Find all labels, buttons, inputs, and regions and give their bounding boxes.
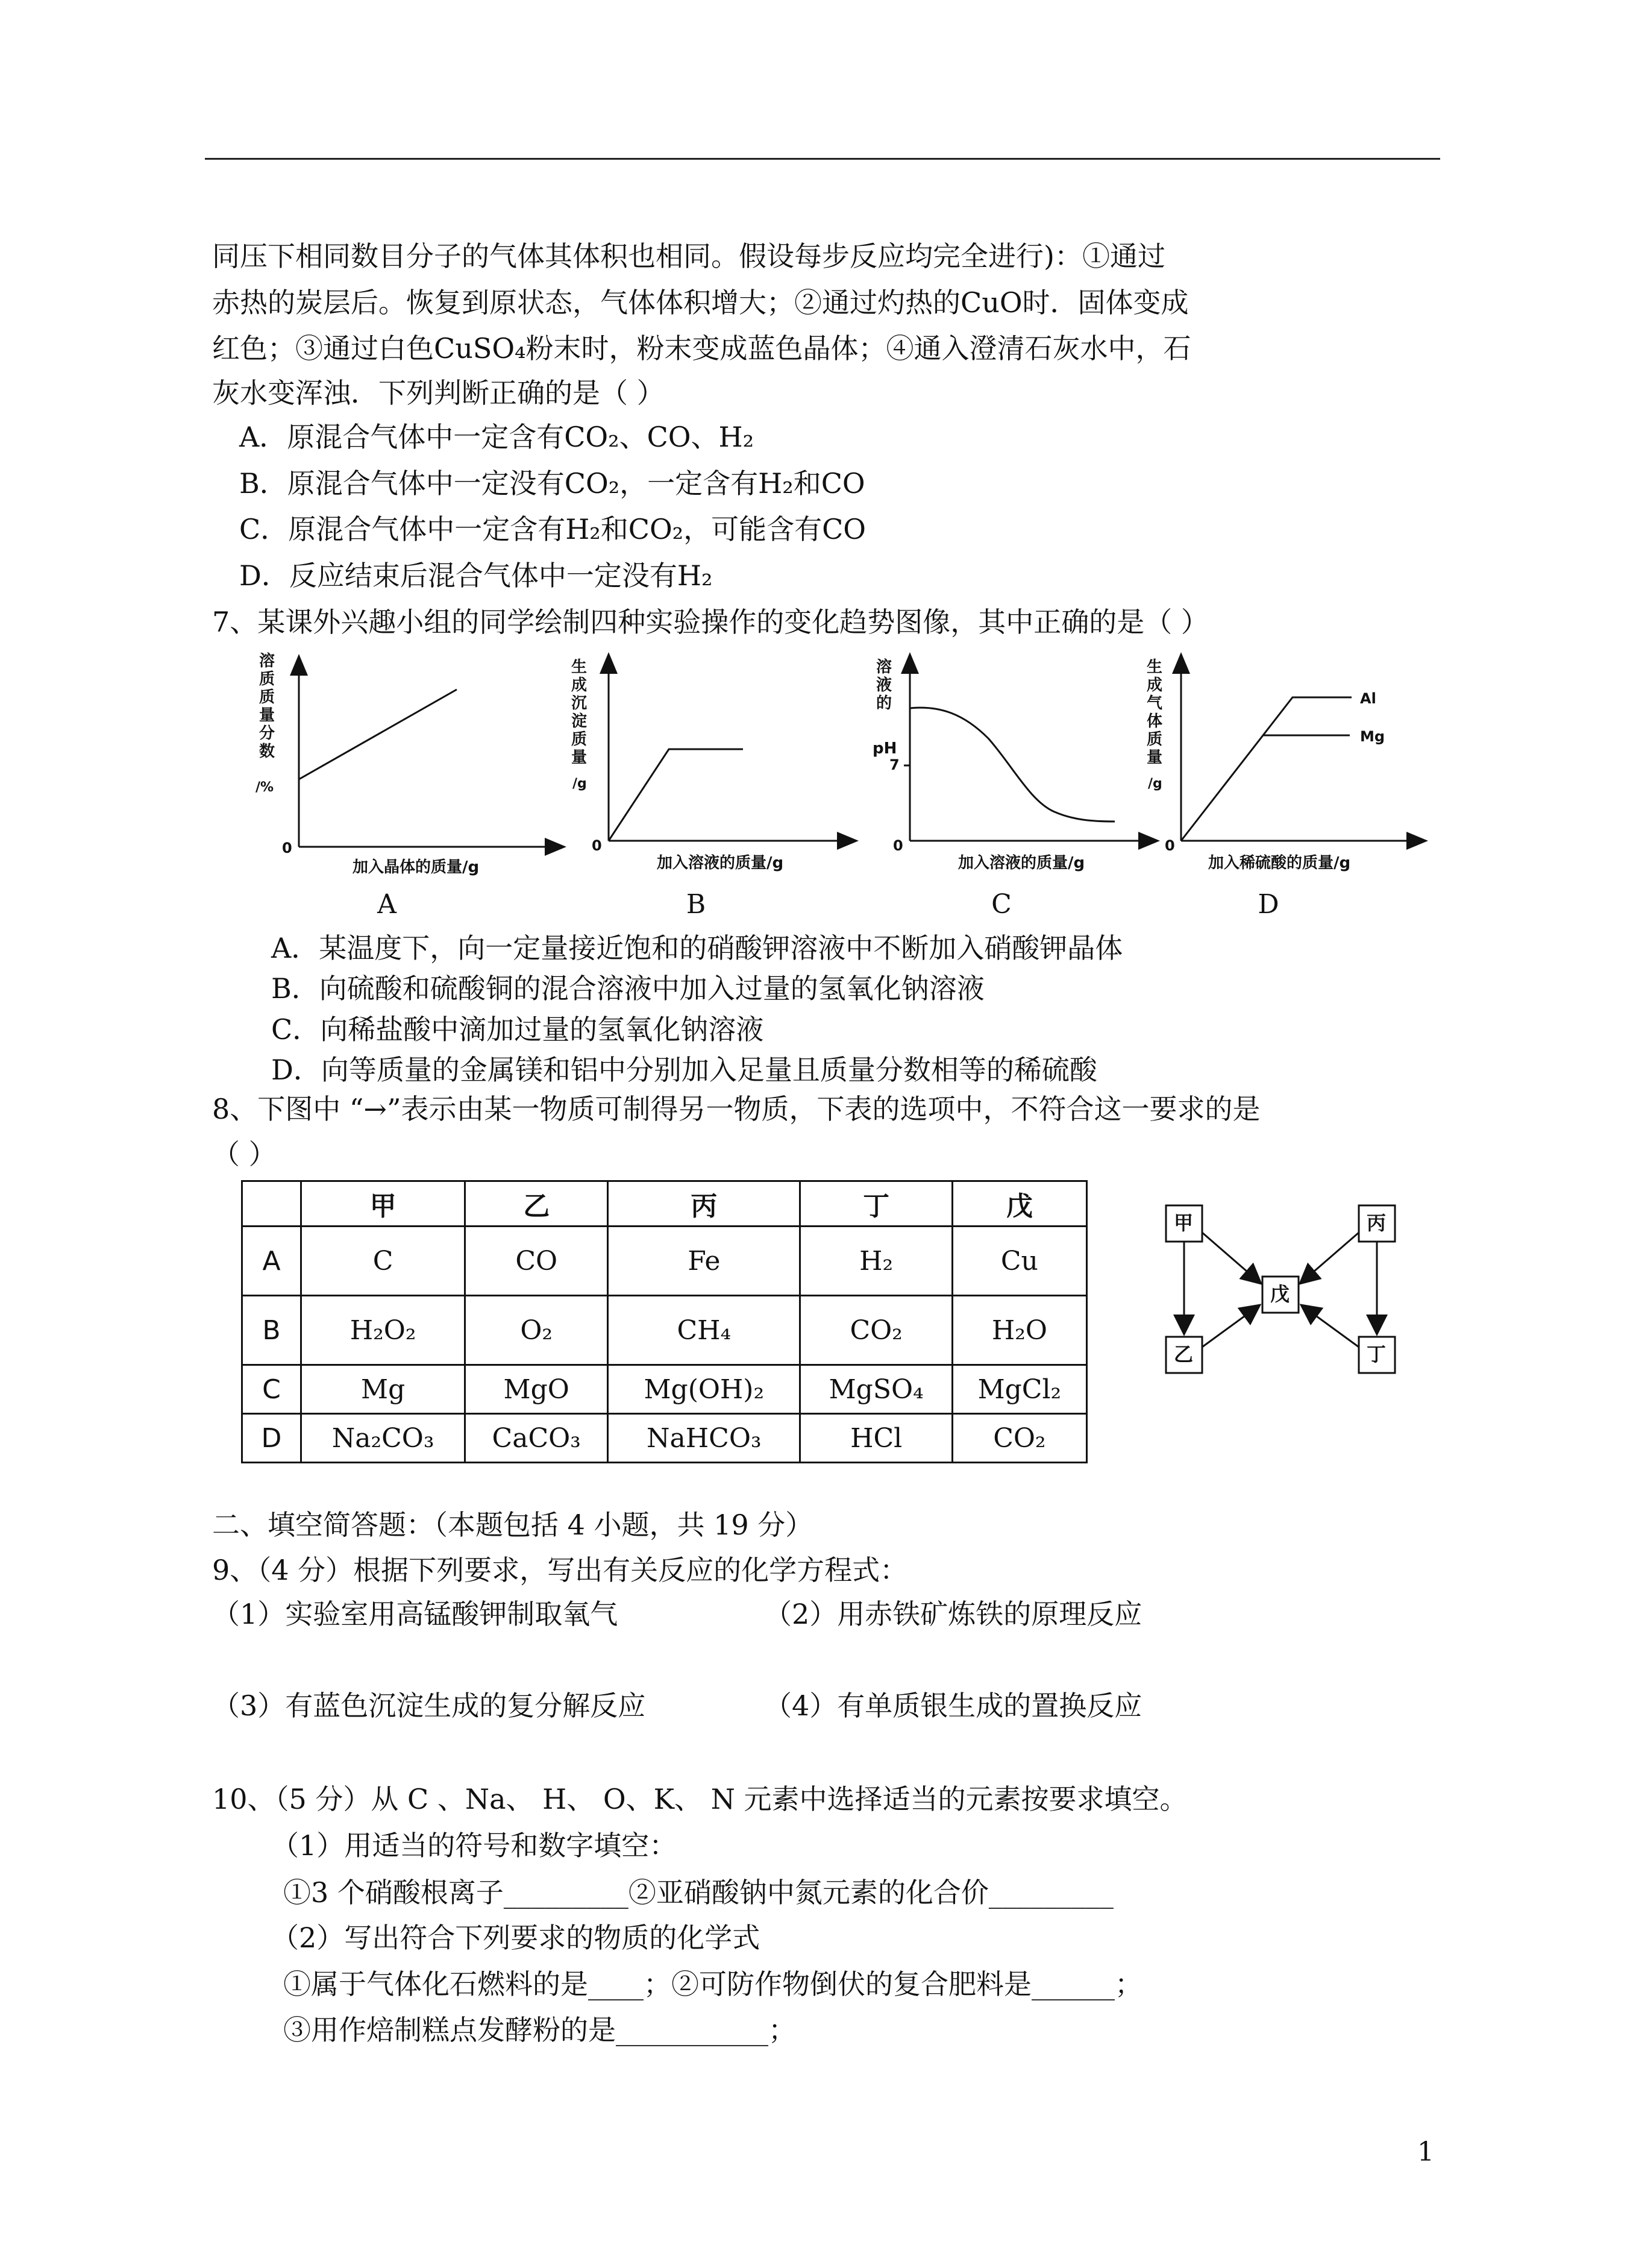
row-label: A <box>242 1227 301 1296</box>
label-yi: 乙 <box>1174 1343 1194 1366</box>
table-header-cell: 戊 <box>952 1181 1086 1227</box>
chart-d-caption: D <box>1258 889 1279 920</box>
q6-option-d: D．反应结束后混合气体中一定没有H₂ <box>239 559 713 592</box>
chart-d-ylabel: 生成气 体质量 /g <box>1147 658 1163 791</box>
table-cell: MgO <box>465 1365 608 1414</box>
chart-b-caption: B <box>686 889 706 920</box>
chart-b-ylabel: 生成沉 淀质量 /g <box>571 658 588 791</box>
row-label: B <box>242 1296 301 1365</box>
table-header-cell: 丙 <box>608 1181 800 1227</box>
chart-a-ylabel: 溶质质 量分数 /% <box>255 652 275 795</box>
q6-option-c: C．原混合气体中一定含有H₂和CO₂，可能含有CO <box>239 513 867 545</box>
chart-c-curve <box>910 708 1115 821</box>
chart-a <box>241 648 566 877</box>
table-cell: CH₄ <box>608 1296 800 1365</box>
label-bing: 丙 <box>1367 1211 1387 1234</box>
table-row <box>242 1296 1087 1365</box>
table-cell: H₂ <box>800 1227 952 1296</box>
table-cell: NaHCO₃ <box>608 1414 800 1463</box>
table-cell: MgSO₄ <box>800 1365 952 1414</box>
chart-a-origin: 0 <box>282 840 292 856</box>
table-header-cell: 甲 <box>301 1181 465 1227</box>
chart-a-xlabel: 加入晶体的质量/g <box>353 858 480 876</box>
chart-b <box>566 648 868 877</box>
table-row <box>242 1227 1087 1296</box>
chart-d-xlabel: 加入稀硫酸的质量/g <box>1208 854 1351 872</box>
q9-part-3: （3）有蓝色沉淀生成的复分解反应 <box>212 1689 646 1722</box>
chart-d-series-mg: Mg <box>1360 728 1385 745</box>
arrow-bing-wu <box>1300 1233 1359 1284</box>
table-cell: HCl <box>800 1414 952 1463</box>
q10-sub-2-blanks-1: ①属于气体化石燃料的是____；②可防作物倒伏的复合肥料是______； <box>283 1968 1142 2000</box>
row-label: C <box>242 1365 301 1414</box>
table-cell: Fe <box>608 1227 800 1296</box>
chart-c-ylabel-top: 溶液的 <box>876 658 892 712</box>
table-header-cell: 丁 <box>800 1181 952 1227</box>
q8-relationship-diagram <box>1160 1199 1425 1395</box>
table-cell: H₂O₂ <box>301 1296 465 1365</box>
table-cell: CaCO₃ <box>465 1414 608 1463</box>
table-cell: C <box>301 1227 465 1296</box>
chart-c-origin: 0 <box>893 837 903 854</box>
table-header-cell: 乙 <box>465 1181 608 1227</box>
q7-option-b: B．向硫酸和硫酸铜的混合溶液中加入过量的氢氧化钠溶液 <box>271 972 985 1005</box>
chart-c-caption: C <box>991 889 1012 920</box>
chart-b-line <box>609 749 743 841</box>
q8-options-table <box>241 1180 1088 1463</box>
chart-d <box>1142 648 1431 877</box>
arrow-ding-wu <box>1301 1305 1359 1347</box>
q6-option-b: B．原混合气体中一定没有CO₂，一定含有H₂和CO <box>239 467 865 500</box>
table-cell: Na₂CO₃ <box>301 1414 465 1463</box>
table-row <box>242 1414 1087 1463</box>
table-cell: CO₂ <box>800 1296 952 1365</box>
label-ding: 丁 <box>1367 1343 1387 1366</box>
table-cell: H₂O <box>952 1296 1086 1365</box>
chart-c-ylabel-ph: pH <box>873 740 897 758</box>
chart-c-xlabel: 加入溶液的质量/g <box>958 854 1085 872</box>
header-rule <box>205 158 1440 160</box>
q7-option-d: D．向等质量的金属镁和铝中分别加入足量且质量分数相等的稀硫酸 <box>271 1054 1097 1086</box>
q8-stem-paren: （ ） <box>212 1138 277 1170</box>
q6-stem-line-3: 红色；③通过白色CuSO₄粉末时，粉末变成蓝色晶体；④通入澄清石灰水中，石 <box>212 332 1191 365</box>
chart-a-line <box>299 690 457 779</box>
q9-part-4: （4）有单质银生成的置换反应 <box>764 1689 1142 1722</box>
q7-stem: 7、某课外兴趣小组的同学绘制四种实验操作的变化趋势图像，其中正确的是（ ） <box>212 606 1209 638</box>
q6-stem-line-4: 灰水变浑浊．下列判断正确的是（ ） <box>212 377 665 409</box>
section2-title: 二、填空简答题：（本题包括 4 小题，共 19 分） <box>212 1509 813 1541</box>
arrow-jia-wu <box>1202 1233 1261 1284</box>
q10-sub-2: （2）写出符合下列要求的物质的化学式 <box>271 1921 760 1954</box>
chart-b-xlabel: 加入溶液的质量/g <box>657 854 784 872</box>
q7-option-a: A．某温度下，向一定量接近饱和的硝酸钾溶液中不断加入硝酸钾晶体 <box>271 932 1123 964</box>
q10-stem: 10、（5 分）从 C 、Na、 H、 O、K、 N 元素中选择适当的元素按要求填空。 <box>212 1783 1188 1815</box>
label-jia: 甲 <box>1174 1211 1194 1234</box>
table-cell: MgCl₂ <box>952 1365 1086 1414</box>
table-cell: CO₂ <box>952 1414 1086 1463</box>
chart-d-origin: 0 <box>1165 837 1175 854</box>
q6-stem-line-2: 赤热的炭层后。恢复到原状态，气体体积增大；②通过灼热的CuO时．固体变成 <box>212 286 1189 319</box>
table-cell: Cu <box>952 1227 1086 1296</box>
table-header-cell <box>242 1181 301 1227</box>
q9-part-2: （2）用赤铁矿炼铁的原理反应 <box>764 1598 1142 1630</box>
chart-b-origin: 0 <box>592 837 602 854</box>
label-wu: 戊 <box>1270 1283 1290 1305</box>
row-label: D <box>242 1414 301 1463</box>
q6-stem-line-1: 同压下相同数目分子的气体其体积也相同。假设每步反应均完全进行)：①通过 <box>212 240 1165 272</box>
table-cell: Mg <box>301 1365 465 1414</box>
chart-d-line-al <box>1181 697 1352 841</box>
q9-stem: 9、（4 分）根据下列要求，写出有关反应的化学方程式： <box>212 1554 908 1586</box>
q10-sub-2-blanks-2: ③用作焙制糕点发酵粉的是___________； <box>283 2014 796 2046</box>
q6-option-a: A．原混合气体中一定含有CO₂、CO、H₂ <box>239 421 754 453</box>
q10-sub-1: （1）用适当的符号和数字填空： <box>271 1829 677 1862</box>
q9-part-1: （1）实验室用高锰酸钾制取氧气 <box>212 1598 618 1630</box>
table-row <box>242 1365 1087 1414</box>
page-number: 1 <box>1417 2137 1434 2167</box>
q10-sub-1-blanks: ①3 个硝酸根离子_________②亚硝酸钠中氮元素的化合价_________ <box>283 1876 1114 1909</box>
chart-d-series-al: Al <box>1360 690 1376 707</box>
chart-c <box>868 648 1169 877</box>
chart-c-tick7-label: 7 <box>889 756 900 773</box>
arrow-yi-wu <box>1202 1305 1260 1347</box>
chart-a-caption: A <box>377 889 396 920</box>
q8-stem: 8、下图中 “→”表示由某一物质可制得另一物质，下表的选项中，不符合这一要求的是 <box>212 1093 1261 1125</box>
table-cell: CO <box>465 1227 608 1296</box>
table-header-row <box>242 1181 1087 1227</box>
table-cell: O₂ <box>465 1296 608 1365</box>
table-cell: Mg(OH)₂ <box>608 1365 800 1414</box>
q7-option-c: C．向稀盐酸中滴加过量的氢氧化钠溶液 <box>271 1013 764 1046</box>
